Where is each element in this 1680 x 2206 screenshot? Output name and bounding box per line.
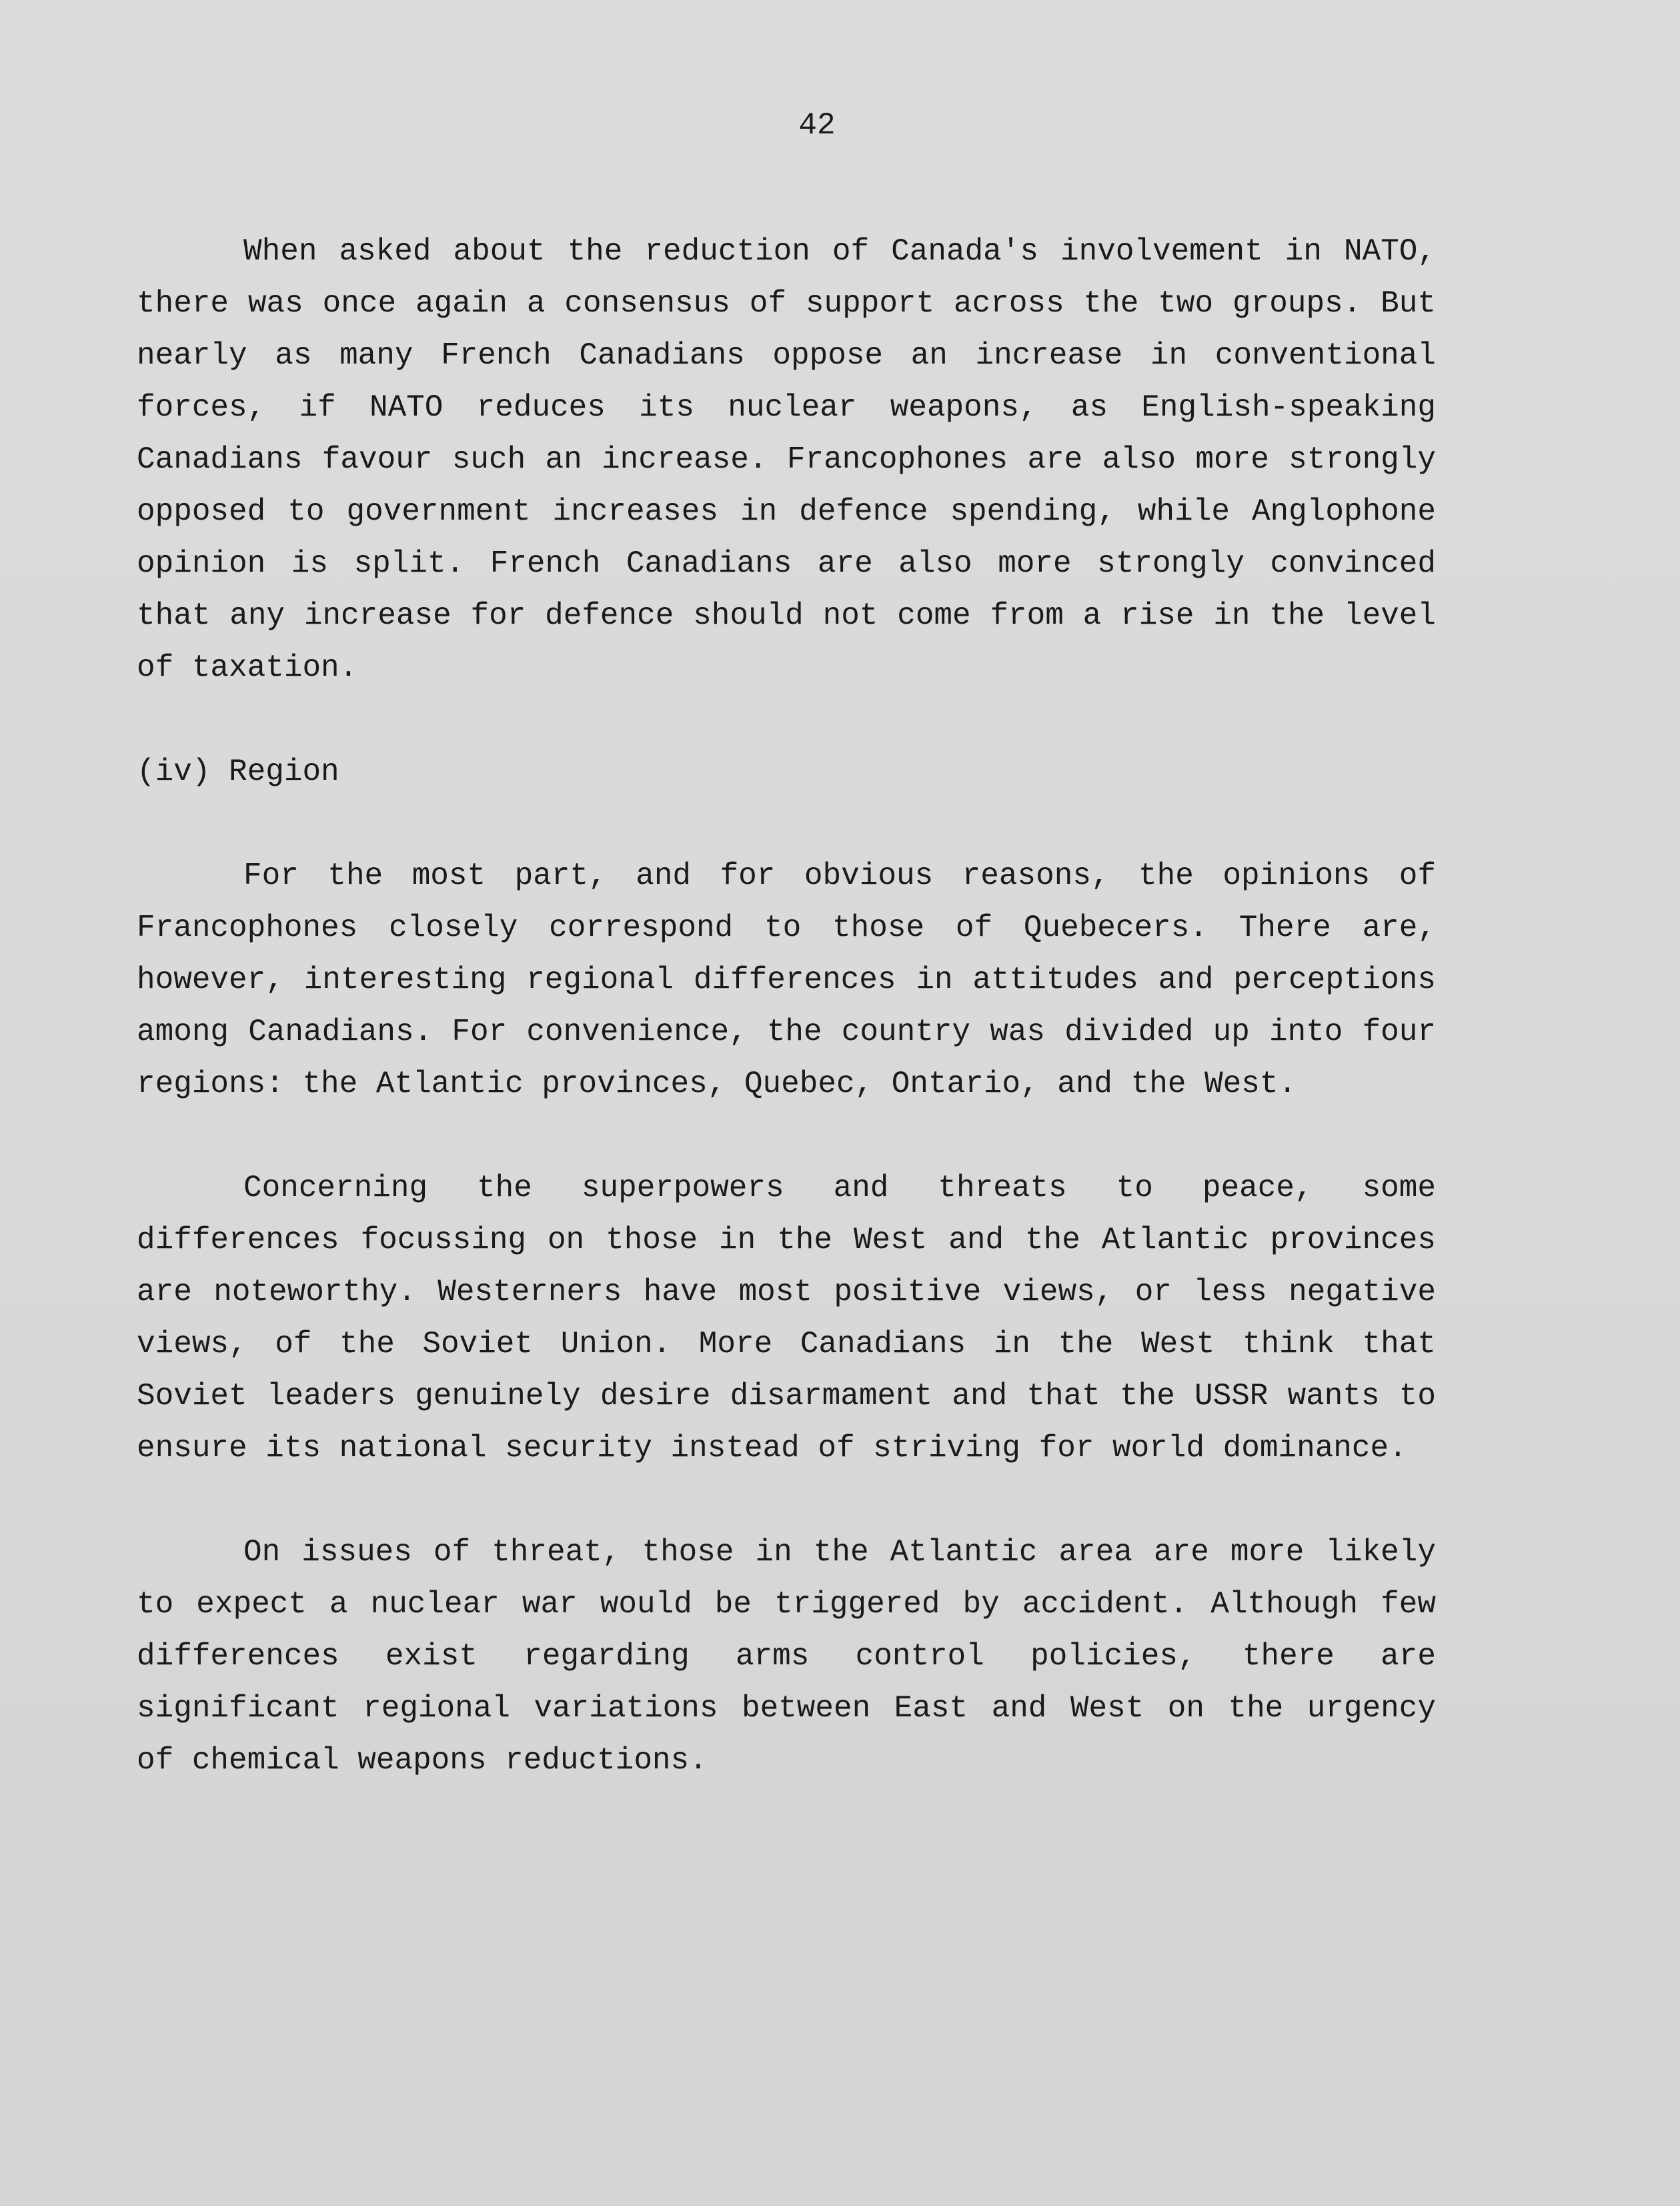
paragraph-threat: On issues of threat, those in the Atlantic area are more likely to expect a nuclear war would be triggered by accident. Although few differences exist regarding arms control policies, there are significant regional variations between East and West on the urgency of chemical weapons reductions. <box>137 1535 1436 1778</box>
section-heading: (iv) Region <box>137 754 339 789</box>
paragraph-nato: When asked about the reduction of Canada's involvement in NATO, there was once again a consensus of support across the two groups. But nearly as many French Canadians oppose an increase in conventional forces, if NATO reduces its nuclear weapons, as English-speaking Canadians favour such an increase. Francophones are also more strongly opposed to government increases in defence spending, while Anglophone opinion is split. French Canadians are also more strongly convinced that any increase for defence should not come from a rise in the level of taxation. <box>137 234 1436 685</box>
paragraph-superpowers: Concerning the superpowers and threats to peace, some differences focussing on those in the West and the Atlantic provinces are noteworthy. Westerners have most positive views, or less negative views, of the Soviet Union. More Canadians in the West think that Soviet leaders genuinely desire disarmament and that the USSR wants to ensure its national security instead of striving for world dominance. <box>137 1171 1436 1466</box>
page-number: 42 <box>798 108 836 143</box>
body-text <box>137 225 1436 1786</box>
paragraph-region-intro: For the most part, and for obvious reasons, the opinions of Francophones closely correspond to those of Quebecers. There are, however, interesting regional differences in attitudes and perceptions among Canadians. For convenience, the country was divided up into four regions: the Atlantic provinces, Quebec, Ontario, and the West. <box>137 859 1436 1101</box>
